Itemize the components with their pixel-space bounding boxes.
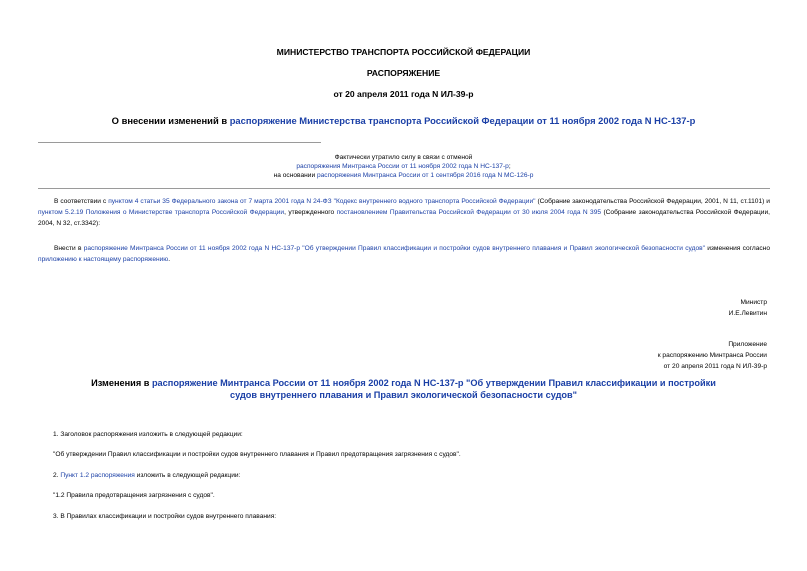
changes-title-link[interactable]: распоряжение Минтранса России от 11 ноября 2002 года N НС-137-р "Об утверждении Правил классификации и постройки судов внутреннего плавания и Правил экологической безопасности судов" bbox=[151, 378, 716, 400]
doc-type-heading: РАСПОРЯЖЕНИЕ bbox=[366, 68, 441, 78]
doc-date-number: от 20 апреля 2011 года N ИЛ-39-р bbox=[333, 89, 474, 99]
change-item-2 bbox=[53, 471, 240, 481]
para1-text-4: (Собрание законодательства Российской Федерации, 2004, N 32, ст.3342): bbox=[38, 209, 770, 227]
changes-title-prefix: Изменения в bbox=[91, 378, 152, 388]
status-note-link-1[interactable]: распоряжения Минтранса России от 11 ноября 2002 года N НС-137-р bbox=[296, 163, 509, 170]
para2-text-2: изменения согласно bbox=[704, 245, 770, 252]
changes-title bbox=[80, 378, 727, 401]
title-prefix: О внесении изменений в bbox=[111, 115, 230, 126]
change-item-1: 1. Заголовок распоряжения изложить в следующей редакции: bbox=[53, 431, 243, 438]
paragraph-order bbox=[38, 243, 770, 265]
para2-link-order[interactable]: распоряжение Минтранса России от 11 ноября 2002 года N НС-137-р "Об утверждении Правил классификации и постройки судов внутреннего плавания и Правил экологической безопасности судов" bbox=[83, 245, 705, 252]
para2-text-1: Внести в bbox=[54, 245, 84, 252]
appendix-label: Приложение bbox=[728, 341, 767, 348]
signature-position: Министр bbox=[740, 299, 767, 306]
status-note-line2-tail: ; bbox=[508, 163, 511, 170]
change-item-1-quote: "Об утверждении Правил классификации и постройки судов внутреннего плавания и Правил предотвращения загрязнения с судов". bbox=[53, 451, 461, 458]
para1-link-resolution[interactable]: постановлением Правительства Российской Федерации от 30 июля 2004 года N 395 bbox=[336, 209, 602, 216]
change-item-2-tail: изложить в следующей редакции: bbox=[134, 472, 241, 479]
document-title bbox=[30, 115, 777, 126]
appendix-to: к распоряжению Минтранса России bbox=[657, 352, 767, 359]
status-note bbox=[0, 153, 807, 180]
appendix-block bbox=[658, 339, 767, 372]
appendix-date-number: от 20 апреля 2011 года N ИЛ-39-р bbox=[663, 363, 767, 370]
change-item-2-prefix: 2. bbox=[53, 472, 61, 479]
status-note-line2 bbox=[0, 162, 807, 171]
para1-link-regulation[interactable]: пунктом 5.2.19 Положения о Министерстве транспорта Российской Федерации bbox=[38, 209, 285, 216]
ministry-heading: МИНИСТЕРСТВО ТРАНСПОРТА РОССИЙСКОЙ ФЕДЕРАЦИИ bbox=[276, 47, 531, 57]
divider-bottom bbox=[38, 188, 770, 189]
status-note-line3 bbox=[0, 171, 807, 180]
status-note-line3-prefix: на основании bbox=[273, 172, 317, 179]
divider-top bbox=[38, 142, 321, 143]
signature-block bbox=[729, 297, 767, 319]
para1-text-1: В соответствии с bbox=[54, 198, 109, 205]
change-item-2-quote: "1.2 Правила предотвращения загрязнения с судов". bbox=[53, 492, 215, 499]
status-note-line1: Фактически утратило силу в связи с отменой bbox=[334, 154, 473, 161]
para1-text-2: (Собрание законодательства Российской Федерации, 2001, N 11, ст.1101) и bbox=[535, 198, 770, 205]
signature-name: И.Е.Левитин bbox=[728, 310, 767, 317]
paragraph-basis bbox=[38, 196, 770, 229]
para2-link-appendix[interactable]: приложению к настоящему распоряжению bbox=[38, 256, 169, 263]
change-item-3: 3. В Правилах классификации и постройки судов внутреннего плавания: bbox=[53, 513, 277, 520]
title-link[interactable]: распоряжение Министерства транспорта Российской Федерации от 11 ноября 2002 года N НС-137-р bbox=[229, 115, 696, 126]
para1-link-law[interactable]: пунктом 4 статьи 35 Федерального закона от 7 марта 2001 года N 24-ФЗ "Кодекс внутреннего водного транспорта Российской Федерации" bbox=[108, 198, 536, 205]
change-item-2-link[interactable]: Пункт 1.2 распоряжения bbox=[60, 472, 135, 479]
para2-text-3: . bbox=[168, 256, 171, 263]
status-note-link-2[interactable]: распоряжения Минтранса России от 1 сентября 2016 года N МС-126-р bbox=[316, 172, 534, 179]
para1-text-3: , утвержденного bbox=[284, 209, 337, 216]
